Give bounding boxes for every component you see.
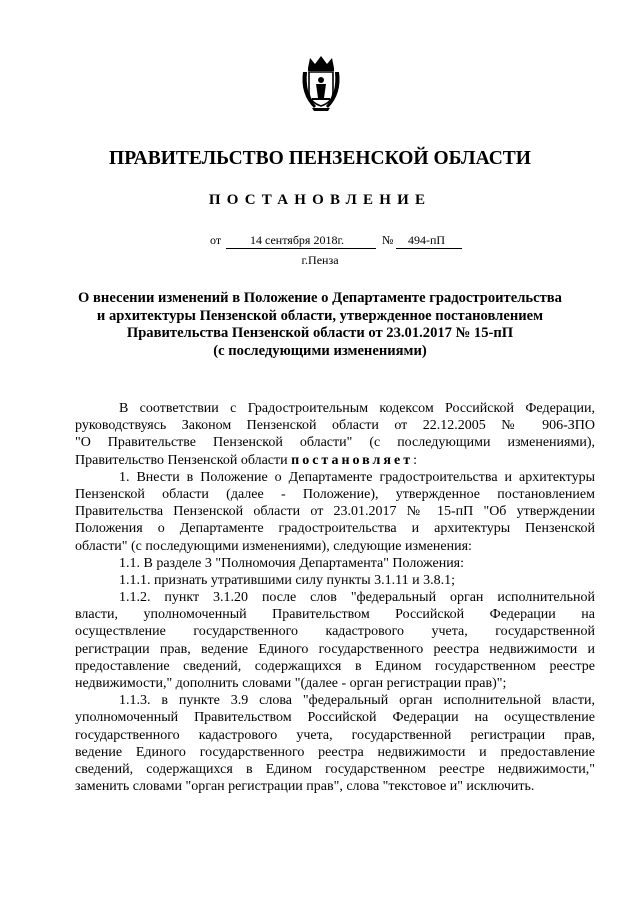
document-type: ПОСТАНОВЛЕНИЕ [208,192,432,208]
body-text: Правительство Пензенской области [75,452,292,468]
number-underline [396,248,462,249]
body-line: сведений, содержащихся в Едином государственном реестре недвижимости," [75,761,595,777]
date-prefix: от [210,233,222,247]
body-line: 1.1.2. пункт 3.1.20 после слов "федеральный орган исполнительной [119,590,595,606]
date-underline [226,248,376,249]
body-line: руководствуясь Законом Пензенской области от 22.12.2005 № 906-ЗПО [75,418,595,434]
body-line: уполномоченный Правительством Российской Федерации на осуществление [75,710,595,726]
coat-of-arms-icon [300,54,342,112]
body-line: 1.1. В разделе 3 "Полномочия Департамента" Положения: [119,555,465,571]
body-line: 1. Внести в Положение о Департаменте градостроительства и архитектуры [119,469,595,485]
document-date: 14 сентября 2018г. [250,233,345,247]
body-line: области" (с последующими изменениями), следующие изменения: [75,538,472,554]
body-line: Положения о Департаменте градостроительства и архитектуры Пензенской [75,521,595,537]
document-number: 494-пП [408,233,446,247]
body-line: В соответствии с Градостроительным кодексом Российской Федерации, [119,401,595,416]
heading-line: О внесении изменений в Положение о Департаменте градостроительства [78,290,562,306]
body-line: "О Правительстве Пензенской области" (с последующими изменениями), [75,435,595,451]
body-line: 1.1.3. в пункте 3.9 слова "федеральный орган исполнительной власти, [119,693,595,709]
body-line: предоставление сведений, содержащихся в Едином государственном реестре [75,658,595,674]
body-line: 1.1.1. признать утратившими силу пункты 3.1.11 и 3.8.1; [119,572,456,588]
government-name: ПРАВИТЕЛЬСТВО ПЕНЗЕНСКОЙ ОБЛАСТИ [109,148,531,169]
number-prefix: № [382,233,394,247]
body-line: государственного кадастрового учета, государственной регистрации прав, [75,727,595,743]
document-heading [60,290,580,360]
body-text: : [413,452,417,468]
heading-line: (с последующими изменениями) [213,342,427,359]
body-line: ведение Единого государственного реестра недвижимости и предоставление [75,744,595,760]
body-line: регистрации прав, ведение Единого государственного реестра недвижимости и [75,641,595,657]
body-line: заменить словами "орган регистрации прав", слова "текстовое и" исключить. [75,779,535,795]
heading-line: Правительства Пензенской области от 23.01.2017 № 15-пП [126,325,514,341]
body-line: осуществление государственного кадастрового учета, государственной [75,624,595,640]
city: г.Пенза [301,253,339,267]
document-body [75,400,595,795]
body-line: Правительства Пензенской области от 23.01.2017 № 15-пП "Об утверждении [75,504,595,520]
body-line [75,452,595,469]
heading-line: и архитектуры Пензенской области, утвержденное постановлением [96,307,544,324]
body-line: недвижимости," дополнить словами "(далее - орган регистрации прав)"; [75,676,507,691]
body-line: Пензенской области (далее - Положение), утвержденное постановлением [75,486,595,502]
body-line: власти, уполномоченный Правительством Российской Федерации на [75,607,595,623]
resolves-word: постановляет [291,452,414,468]
